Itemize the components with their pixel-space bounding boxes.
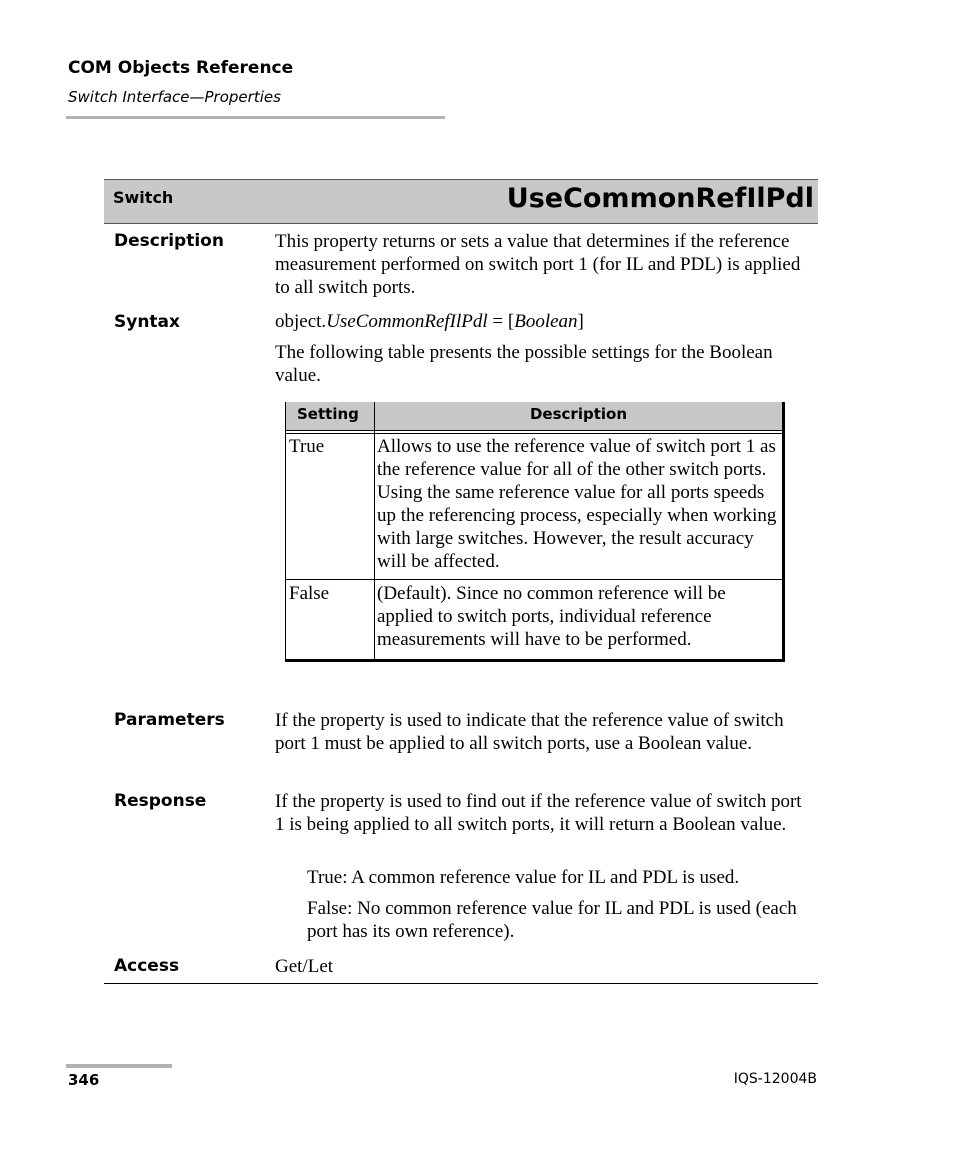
parameters-label: Parameters [114, 710, 225, 730]
table-row-true-setting: True [289, 436, 325, 457]
syntax-suffix: ] [577, 311, 584, 332]
header-divider [66, 116, 445, 119]
document-id: IQS-12004B [733, 1071, 817, 1087]
access-value: Get/Let [275, 956, 334, 977]
page-number: 346 [68, 1071, 100, 1089]
access-label: Access [114, 956, 180, 976]
column-header-description: Description [529, 405, 628, 423]
property-banner [104, 179, 818, 224]
syntax-property: UseCommonRefIlPdl [326, 311, 488, 332]
footer-divider [66, 1064, 172, 1068]
syntax-line [275, 310, 815, 333]
parameters-text: If the property is used to indicate that the reference value of switch port 1 must be applied to all switch ports, use a Boolean value. [275, 710, 784, 754]
table-header [286, 402, 782, 430]
section-end-divider [104, 983, 818, 984]
syntax-mid: = [ [487, 311, 515, 332]
banner-category: Switch [113, 188, 174, 207]
response-text: If the property is used to find out if the reference value of switch port 1 is being applied to all switch ports, it will return a Boolean value. [275, 791, 802, 835]
description-text: This property returns or sets a value that determines if the reference measurement performed on switch port 1 (for IL and PDL) is applied to all switch ports. [275, 231, 801, 298]
section-subtitle: Switch Interface—Properties [68, 88, 281, 106]
column-header-setting: Setting [297, 405, 359, 423]
syntax-intro: The following table presents the possible settings for the Boolean value. [275, 342, 773, 386]
syntax-label: Syntax [114, 312, 180, 332]
table-row-false-setting: False [289, 583, 330, 604]
settings-table [285, 402, 785, 662]
description-label: Description [114, 231, 224, 251]
response-true: True: A common reference value for IL and PDL is used. [307, 867, 740, 888]
response-false: False: No common reference value for IL and PDL is used (each port has its own reference). [307, 898, 797, 942]
property-name: UseCommonRefIlPdl [506, 183, 814, 214]
table-row-true-description: Allows to use the reference value of switch port 1 as the reference value for all of the other switch ports. Using the same reference value for all ports speeds up the referencing process, especially when working with large switches. However, the result accuracy will be affected. [377, 436, 777, 572]
section-title: COM Objects Reference [68, 58, 294, 78]
syntax-type: Boolean [514, 311, 578, 332]
response-label: Response [114, 791, 207, 811]
table-row-false-description: (Default). Since no common reference will be applied to switch ports, individual reference measurements will have to be performed. [377, 583, 726, 650]
syntax-prefix: object. [275, 311, 327, 332]
